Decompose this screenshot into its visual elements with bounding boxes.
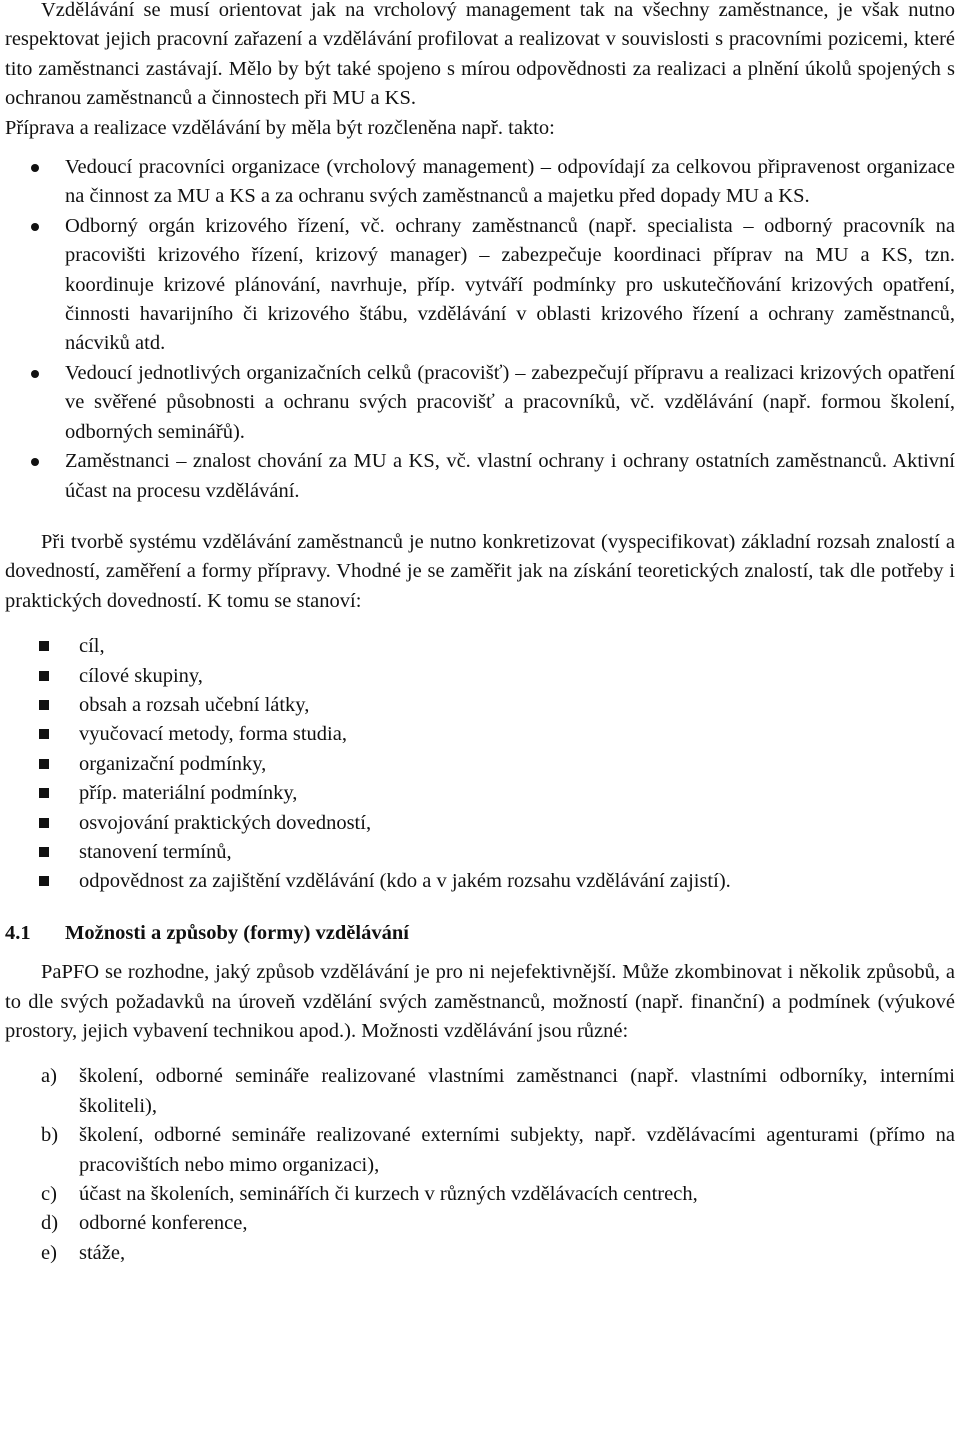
bullet-square bbox=[39, 729, 49, 739]
criteria-list bbox=[5, 632, 955, 897]
list-item: Vedoucí jednotlivých organizačních celků (pracovišť) – zabezpečují přípravu a realizaci krizových opatření ve svěřené působnosti a ochranu svých pracovišť a pracovníků, vč. vzdělávání (např. formou školení, odborných seminářů). bbox=[5, 359, 955, 447]
bullet-dot bbox=[31, 164, 39, 172]
bullet-square bbox=[39, 818, 49, 828]
list-item: obsah a rozsah učební látky, bbox=[5, 691, 955, 720]
list-item: cíl, bbox=[5, 632, 955, 661]
list-item: osvojování praktických dovedností, bbox=[5, 809, 955, 838]
intro-lead-in: Příprava a realizace vzdělávání by měla být rozčleněna např. takto: bbox=[5, 116, 555, 139]
list-item: Vedoucí pracovníci organizace (vrcholový management) – odpovídají za celkovou připravenost organizace na činnost za MU a KS a za ochranu svých zaměstnanců a majetku před dopady MU a KS. bbox=[5, 153, 955, 212]
bullet-square bbox=[39, 700, 49, 710]
bullet-dot bbox=[31, 370, 39, 378]
list-item: organizační podmínky, bbox=[5, 750, 955, 779]
list-marker: e) bbox=[41, 1241, 57, 1264]
section-heading bbox=[5, 919, 955, 948]
list-marker: d) bbox=[41, 1212, 59, 1235]
section-title: Možnosti a způsoby (formy) vzdělávání bbox=[65, 921, 409, 944]
list-item: Zaměstnanci – znalost chování za MU a KS, vč. vlastní ochrany i ochrany ostatních zaměstnanců. Aktivní účast na procesu vzdělávání. bbox=[5, 447, 955, 506]
list-item: vyučovací metody, forma studia, bbox=[5, 720, 955, 749]
document-page bbox=[5, 0, 955, 1268]
bullet-square bbox=[39, 759, 49, 769]
list-item: stanovení termínů, bbox=[5, 838, 955, 867]
list-item: d) odborné konference, bbox=[5, 1209, 955, 1238]
system-paragraph: Při tvorbě systému vzdělávání zaměstnanců je nutno konkretizovat (vyspecifikovat) základní rozsah znalostí a dovedností, zaměření a formy přípravy. Vhodné je se zaměřit jak na získání teoretických znalostí, tak dle potřeby i praktických dovedností. K tomu se stanoví: bbox=[5, 530, 955, 612]
bullet-dot bbox=[31, 223, 39, 231]
list-marker: a) bbox=[41, 1065, 57, 1088]
list-item: odpovědnost za zajištění vzdělávání (kdo a v jakém rozsahu vzdělávání zajistí). bbox=[5, 867, 955, 896]
bullet-square bbox=[39, 788, 49, 798]
list-marker: b) bbox=[41, 1124, 59, 1147]
list-item: cílové skupiny, bbox=[5, 662, 955, 691]
bullet-dot bbox=[31, 458, 39, 466]
list-item: a) školení, odborné semináře realizované vlastními zaměstnanci (např. vlastními odborníky, interními školiteli), bbox=[5, 1062, 955, 1121]
section-number: 4.1 bbox=[5, 921, 31, 944]
list-item: příp. materiální podmínky, bbox=[5, 779, 955, 808]
list-item: e) stáže, bbox=[5, 1239, 955, 1268]
intro-paragraph: Vzdělávání se musí orientovat jak na vrcholový management tak na všechny zaměstnance, je však nutno respektovat jejich pracovní zařazení a vzdělávání profilovat a realizovat v souvislosti s pracovními pozicemi, které tito zaměstnanci zastávají. Mělo by být také spojeno s mírou odpovědnosti za realizaci a plnění úkolů spojených s ochranou zaměstnanců a činnostech při MU a KS. bbox=[5, 0, 955, 110]
bullet-square bbox=[39, 847, 49, 857]
list-marker: c) bbox=[41, 1183, 57, 1206]
list-item: c) účast na školeních, seminářích či kurzech v různých vzdělávacích centrech, bbox=[5, 1180, 955, 1209]
forms-list bbox=[5, 1062, 955, 1268]
list-item: Odborný orgán krizového řízení, vč. ochrany zaměstnanců (např. specialista – odborný pracovník na pracovišti krizového řízení, krizový manager) – zabezpečuje koordinaci příprav na MU a KS, tzn. koordinuje krizové plánování, navrhuje, příp. vytváří podmínky pro uskutečňování krizových opatření, činnosti havarijního či krizového štábu, vzdělávání v oblasti krizového řízení a ochrany zaměstnanců, nácviků atd. bbox=[5, 212, 955, 359]
list-item: b) školení, odborné semináře realizované externími subjekty, např. vzdělávacími agenturami (přímo na pracovištích nebo mimo organizaci), bbox=[5, 1121, 955, 1180]
section-paragraph: PaPFO se rozhodne, jaký způsob vzdělávání je pro ni nejefektivnější. Může zkombinovat i několik způsobů, a to dle svých požadavků na úroveň vzdělání svých zaměstnanců, možností (např. finanční) a podmínek (výukové prostory, jejich vybavení technikou apod.). Možnosti vzdělávání jsou různé: bbox=[5, 961, 955, 1042]
bullet-square bbox=[39, 876, 49, 886]
bullet-square bbox=[39, 641, 49, 651]
roles-list bbox=[5, 153, 955, 506]
bullet-square bbox=[39, 671, 49, 681]
